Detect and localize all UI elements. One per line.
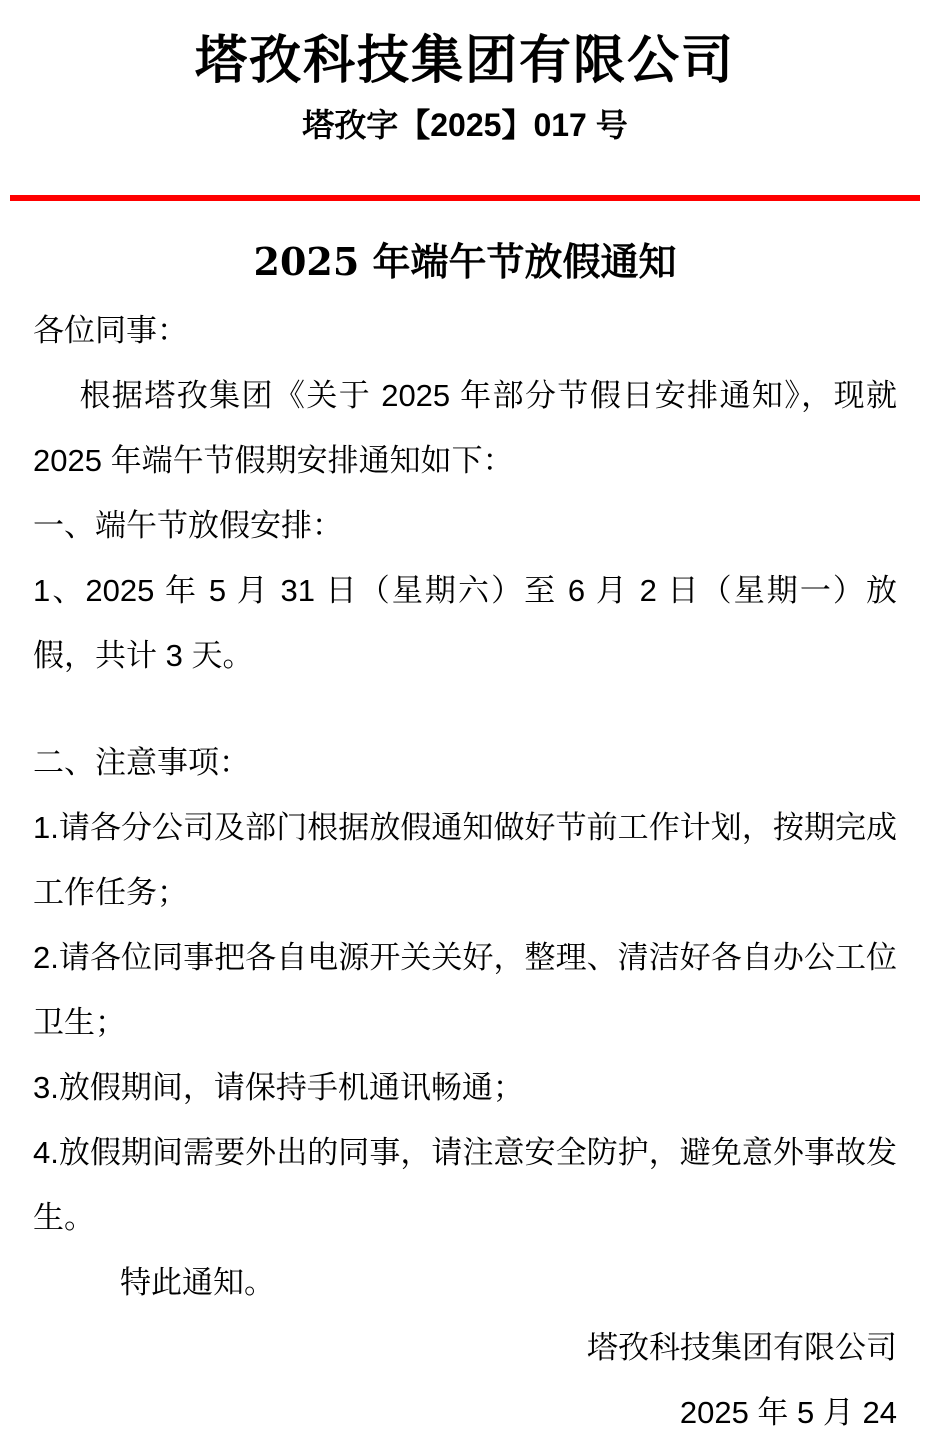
closing-statement: 特此通知。: [120, 1265, 275, 1301]
document-body: [33, 237, 897, 1442]
section-1-heading: 一、端午节放假安排：: [33, 508, 343, 544]
section-2-item-3: 3.放假期间，请保持手机通讯畅通；: [33, 1070, 524, 1106]
signature-date: 2025 年 5 月 24: [679, 1395, 897, 1431]
salutation: 各位同事：: [33, 313, 188, 349]
red-divider: [10, 195, 920, 201]
section-2-item-2: 2.请各位同事把各自电源开关关好，整理、清洁好各自办公工位卫生；: [33, 940, 897, 1041]
section-2-heading: 二、注意事项：: [33, 745, 250, 781]
intro-paragraph: 根据塔孜集团《关于 2025 年部分节假日安排通知》，现就 2025 年端午节假期安排通知如下：: [33, 378, 897, 479]
company-title: 塔孜科技集团有限公司: [194, 30, 735, 91]
signature-company: 塔孜科技集团有限公司: [587, 1330, 897, 1366]
notice-title: 2025 年端午节放假通知: [253, 238, 677, 284]
section-1-item-1: 1、2025 年 5 月 31 日（星期六）至 6 月 2 日（星期一）放假，共计 3 天。: [33, 573, 897, 674]
section-2-item-1: 1.请各分公司及部门根据放假通知做好节前工作计划，按期完成工作任务；: [33, 810, 897, 911]
document-header: [33, 30, 897, 201]
section-2-item-4: 4.放假期间需要外出的同事，请注意安全防护，避免意外事故发生。: [33, 1135, 897, 1236]
document-number: 塔孜字【2025】017 号: [302, 107, 628, 144]
section-gap: [33, 688, 897, 730]
